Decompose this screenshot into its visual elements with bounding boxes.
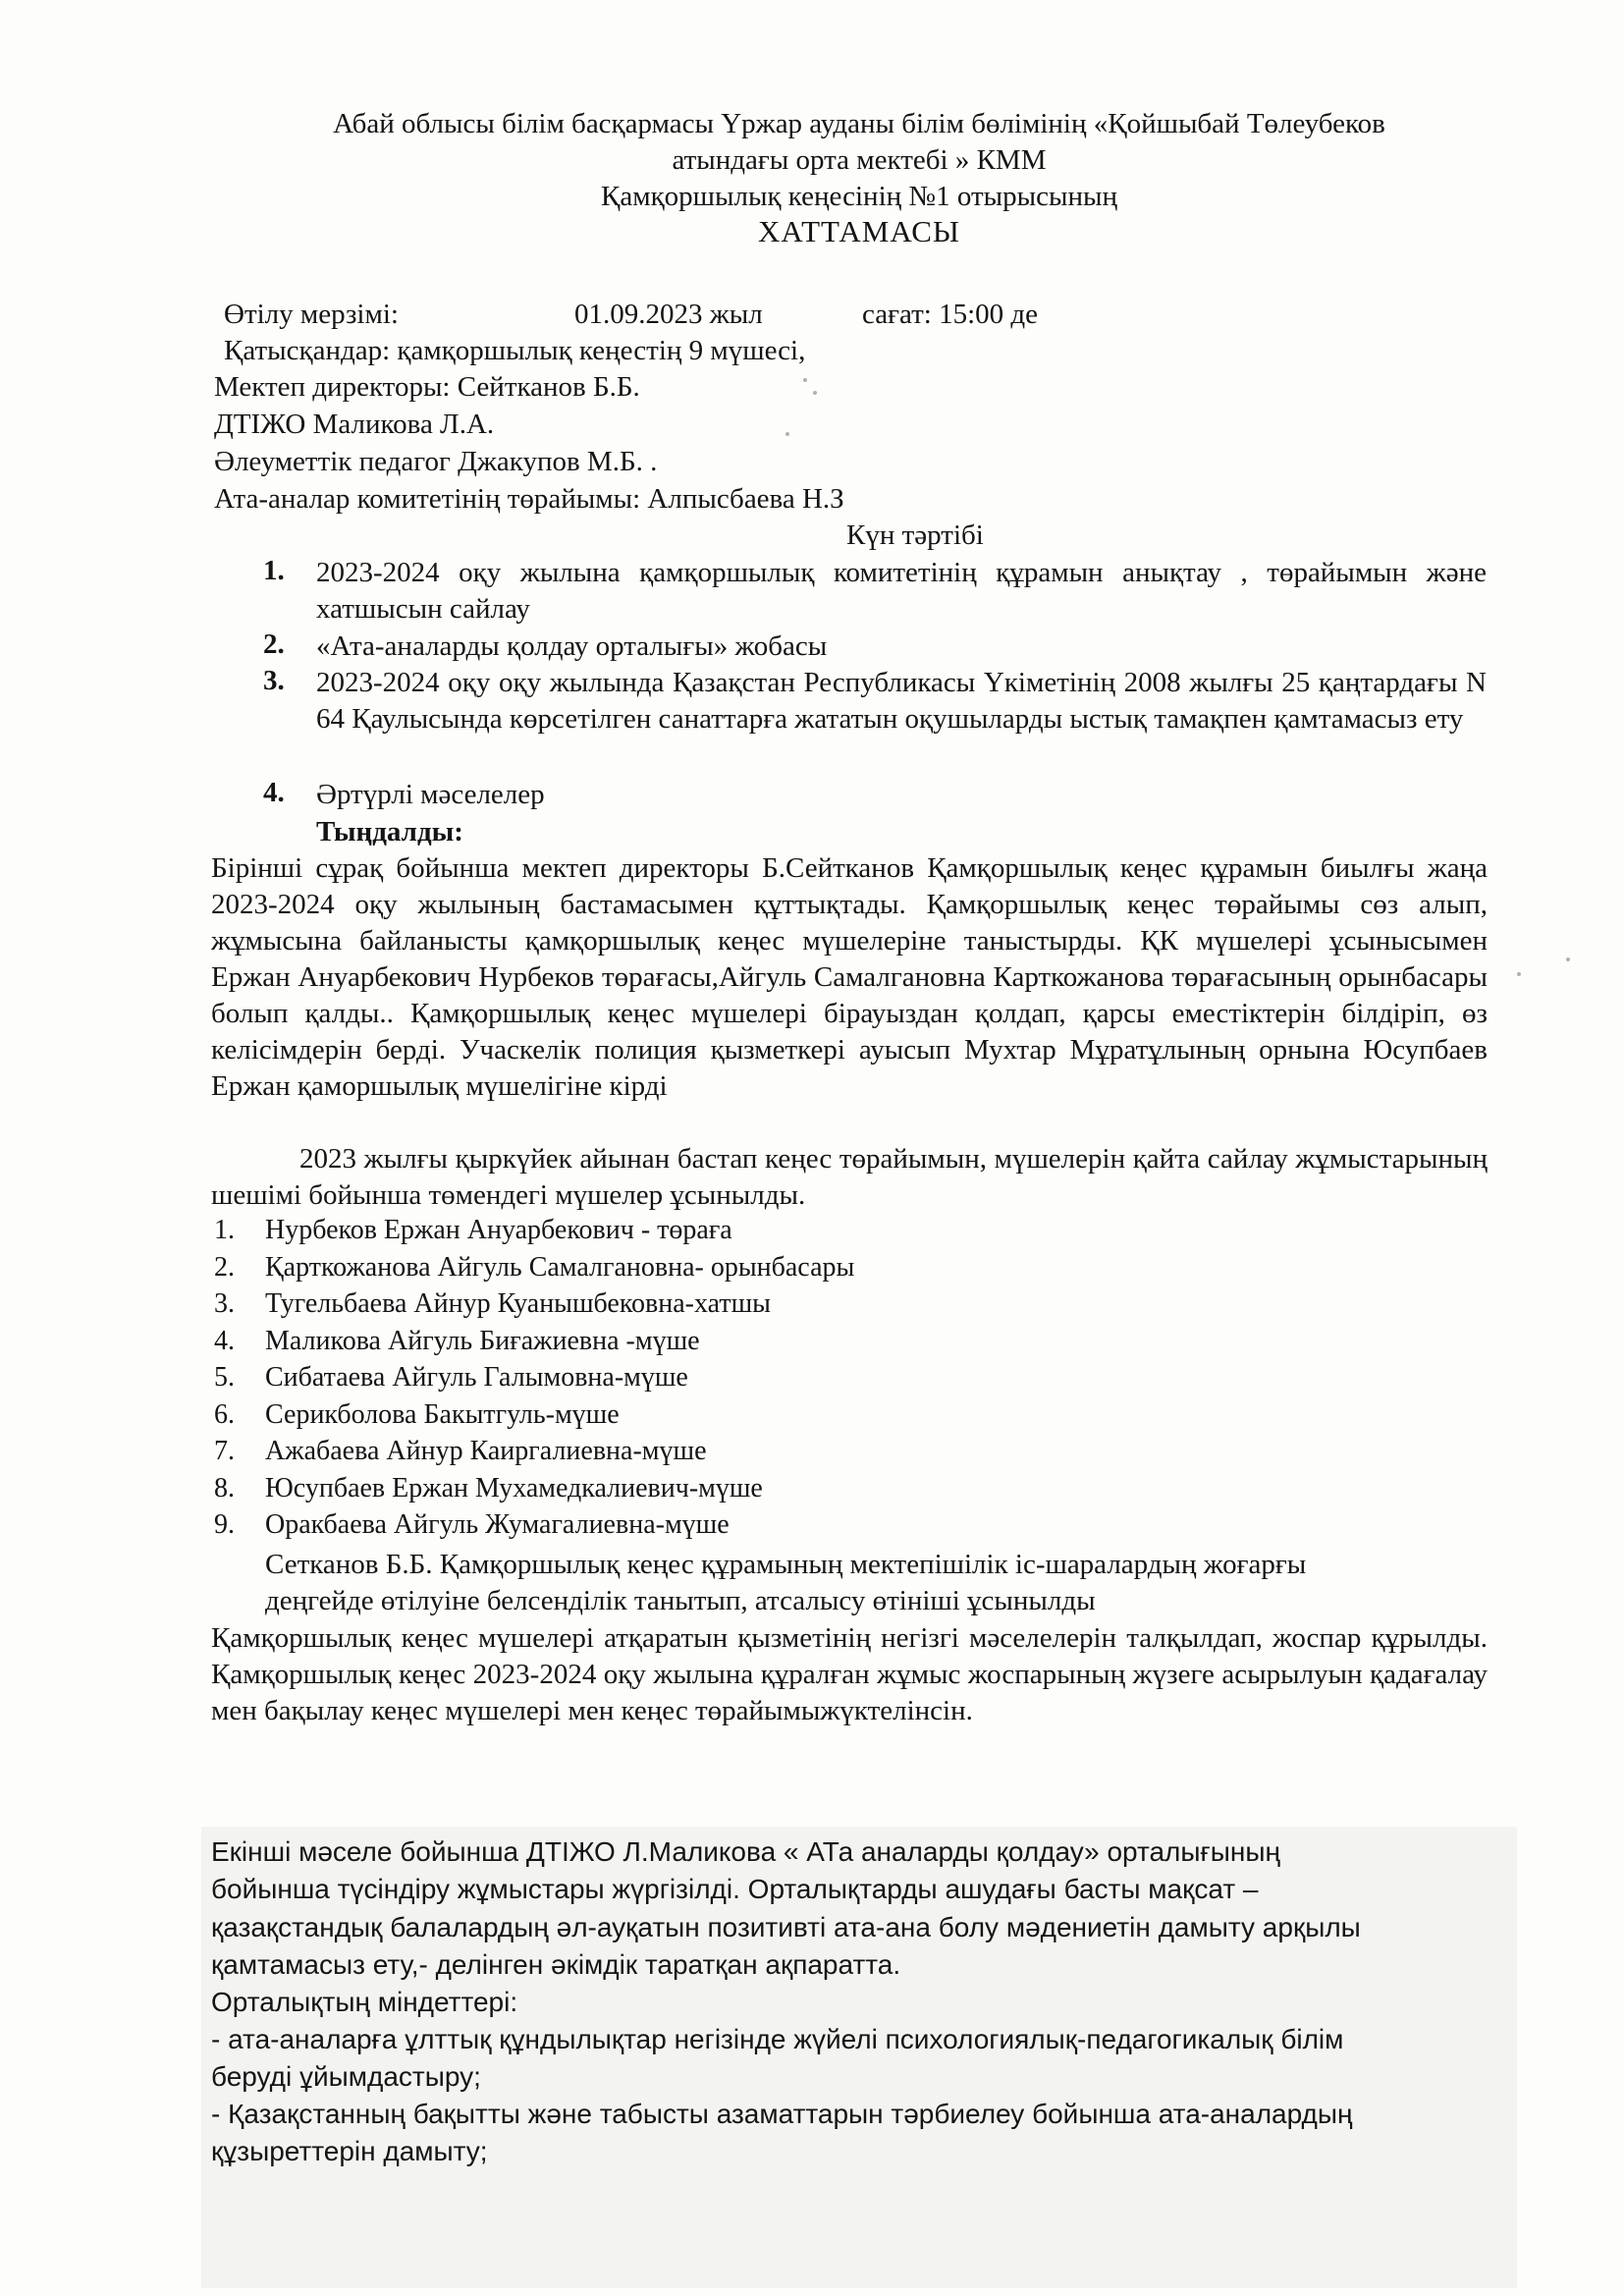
agenda-item: 2023-2024 оқу жылына қамқоршылық комитетінің құрамын анықтау , төрайымын және хатшысын сайлау	[316, 557, 1487, 625]
second-issue-line: - Қазақстанның бақытты және табысты азаматтарын тәрбиелеу бойынша ата-аналардың	[211, 2099, 1353, 2129]
member-number: 8.	[214, 1473, 235, 1503]
member-item: Тугельбаева Айнур Куанышбековна-хатшы	[265, 1288, 771, 1319]
scan-speck	[1517, 972, 1521, 976]
member-item: Маликова Айгуль Биғажиевна -мүше	[265, 1326, 700, 1356]
director: Мектеп директоры: Сейтканов Б.Б.	[214, 371, 640, 403]
date-label: Өтілу мерзімі:	[224, 299, 399, 330]
heard-paragraph-3-line-2: деңгейде өтілуіне белсенділік танытып, атсалысу өтініші ұсынылды	[265, 1585, 1096, 1616]
member-number: 6.	[214, 1399, 235, 1430]
scan-speck	[803, 378, 807, 382]
agenda-item-number: 2.	[263, 629, 285, 660]
member-number: 2.	[214, 1252, 235, 1283]
member-item: Юсупбаев Ержан Мухамедкалиевич-мүше	[265, 1473, 763, 1503]
scan-speck	[813, 391, 817, 395]
agenda-item-number: 3.	[263, 665, 285, 696]
participants: Қатысқандар: қамқоршылық кеңестің 9 мүшесі,	[224, 335, 806, 366]
header-line-3: Қамқоршылық кеңесінің №1 отырысының	[601, 181, 1117, 212]
member-number: 5.	[214, 1362, 235, 1393]
second-issue-line: беруді ұйымдастыру;	[211, 2061, 481, 2092]
second-issue-line: қамтамасыз ету,- делінген әкімдік таратқан ақпаратта.	[211, 1949, 901, 1980]
agenda-item-number: 1.	[263, 555, 285, 586]
social-pedagogue: Әлеуметтік педагог Джакупов М.Б. .	[214, 446, 658, 477]
scan-speck	[785, 432, 789, 436]
member-number: 3.	[214, 1288, 235, 1319]
member-number: 1.	[214, 1215, 235, 1245]
member-item: Серикболова Бакытгуль-мүше	[265, 1399, 620, 1430]
second-issue-line: қазақстандық балалардың әл-ауқатын позитивті ата-ана болу мәдениетін дамыту арқылы	[211, 1912, 1361, 1942]
document-title: ХАТТАМАСЫ	[758, 214, 960, 248]
time-value: сағат: 15:00 де	[862, 299, 1039, 330]
parents-committee-chair: Ата-аналар комитетінің төрайымы: Алпысбаева Н.З	[214, 483, 844, 515]
agenda-title: Күн тәртібі	[846, 519, 984, 551]
agenda-item: «Ата-аналарды қолдау орталығы» жобасы	[316, 630, 828, 662]
agenda-item: 2023-2024 оқу оқу жылында Қазақстан Республикасы Үкіметінің 2008 жылғы 25 қаңтардағы N 64 Қаулысында көрсетілген санаттарға жататын оқушыларды ыстық тамақпен қамтамасыз ету	[316, 667, 1487, 735]
scan-speck	[1566, 957, 1570, 961]
member-item: Қарткожанова Айгуль Самалгановна- орынбасары	[265, 1252, 855, 1283]
deputy-director: ДТІЖО Маликова Л.А.	[214, 409, 495, 440]
member-number: 9.	[214, 1509, 235, 1540]
header-line-2: атындағы орта мектебі » КММ	[672, 144, 1047, 176]
second-issue-line: бойынша түсіндіру жұмыстары жүргізілді. Орталықтарды ашудағы басты мақсат –	[211, 1874, 1259, 1904]
heard-paragraph-2: 2023 жылғы қыркүйек айынан бастап кеңес төрайымын, мүшелерін қайта сайлау жұмыстарының шешімі бойынша төмендегі мүшелер ұсынылды.	[211, 1143, 1488, 1211]
agenda-item: Әртүрлі мәселелер	[316, 779, 545, 810]
member-number: 4.	[214, 1326, 235, 1356]
member-item: Сибатаева Айгуль Галымовна-мүше	[265, 1362, 688, 1393]
heard-paragraph-3-line-1: Сетканов Б.Б. Қамқоршылық кеңес құрамының мектепішілік іс-шаралардың жоғарғы	[265, 1549, 1307, 1580]
second-issue-line: - ата-аналарға ұлттық құндылықтар негізінде жүйелі психологиялық-педагогикалық білім	[211, 2024, 1344, 2054]
member-item: Оракбаева Айгуль Жумагалиевна-мүше	[265, 1509, 730, 1540]
second-issue-line: құзыреттерін дамыту;	[211, 2136, 488, 2166]
heard-paragraph-1: Бірінші сұрақ бойынша мектеп директоры Б.Сейтканов Қамқоршылық кеңес құрамын биылғы жаңа 2023-2024 оқу жылының бастамасымен құттықтады. Қамқоршылық кеңес төрайымы сөз алып, жұмысына байланысты қамқоршылық кеңес мүшелеріне таныстырды. ҚК мүшелері ұсынысымен Ержан Ануарбекович Нурбеков төрағасы,Айгуль Самалгановна Карткожанова төрағасының орынбасары болып қалды.. Қамқоршылық кеңес мүшелері бірауыздан қолдап, қарсы еместіктерін білдіріп, өз келісімдерін берді. Учаскелік полиция қызметкері ауысып Мухтар Мұратұлының орнына Юсупбаев Ержан қаморшылық мүшелігіне кірді	[211, 852, 1488, 1102]
second-issue-line: Орталықтың міндеттері:	[211, 1987, 518, 2017]
member-item: Нурбеков Ержан Ануарбекович - төраға	[265, 1215, 732, 1245]
second-issue-line: Екінші мәселе бойынша ДТІЖО Л.Маликова « АТа аналарды қолдау» орталығының	[211, 1836, 1280, 1867]
agenda-item-number: 4.	[263, 777, 285, 808]
member-number: 7.	[214, 1436, 235, 1466]
heard-heading: Тыңдалды:	[316, 816, 463, 847]
member-item: Ажабаева Айнур Каиргалиевна-мүше	[265, 1436, 707, 1466]
date-value: 01.09.2023 жыл	[574, 299, 763, 330]
header-line-1: Абай облысы білім басқармасы Үржар ауданы білім бөлімінің «Қойшыбай Төлеубеков	[333, 108, 1385, 139]
heard-paragraph-4: Қамқоршылық кеңес мүшелері атқаратын қызметінің негізгі мәселелерін талқылдап, жоспар құрылды. Қамқоршылық кеңес 2023-2024 оқу жылына құралған жұмыс жоспарының жүзеге асырылуын қадағалау мен бақылау кеңес мүшелері мен кеңес төрайымыжүктелінсін.	[211, 1622, 1488, 1726]
